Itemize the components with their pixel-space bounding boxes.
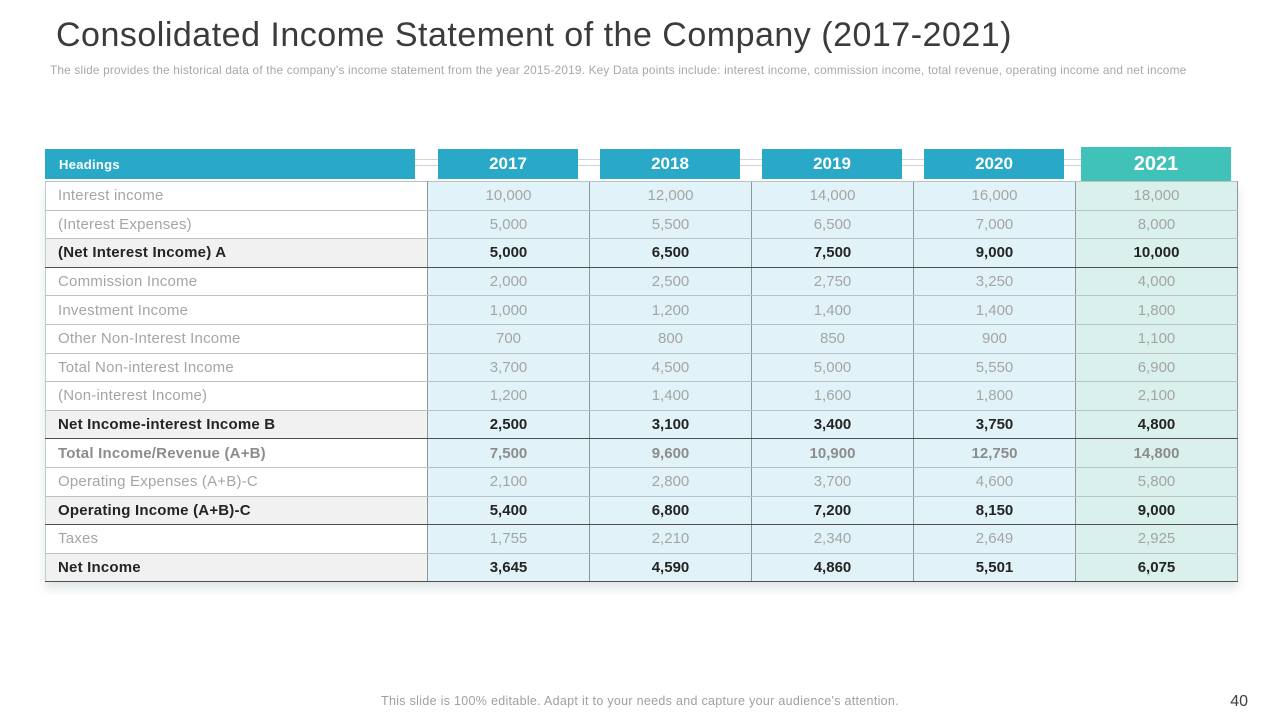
- cell-value: 7,200: [752, 496, 914, 525]
- cell-value: 16,000: [914, 182, 1076, 211]
- cell-value: 7,000: [914, 210, 1076, 239]
- year-header-2020: 2020: [924, 149, 1064, 179]
- table-row: [46, 553, 1238, 582]
- cell-value: 6,500: [752, 210, 914, 239]
- cell-value: 3,250: [914, 267, 1076, 296]
- cell-value: 4,590: [590, 553, 752, 582]
- cell-value: 5,501: [914, 553, 1076, 582]
- cell-value: 1,400: [752, 296, 914, 325]
- cell-value: 5,550: [914, 353, 1076, 382]
- row-label: Operating Expenses (A+B)-C: [46, 467, 428, 496]
- table-row: [46, 467, 1238, 496]
- cell-value: 4,800: [1076, 410, 1238, 439]
- cell-value: 2,100: [428, 467, 590, 496]
- table-row: [46, 182, 1238, 211]
- cell-value: 1,100: [1076, 324, 1238, 353]
- cell-value: 9,000: [914, 239, 1076, 268]
- cell-value: 1,200: [590, 296, 752, 325]
- cell-value: 9,600: [590, 439, 752, 468]
- cell-value: 3,400: [752, 410, 914, 439]
- cell-value: 5,000: [752, 353, 914, 382]
- cell-value: 6,800: [590, 496, 752, 525]
- cell-value: 2,649: [914, 525, 1076, 554]
- cell-value: 3,700: [428, 353, 590, 382]
- cell-value: 2,800: [590, 467, 752, 496]
- cell-value: 10,000: [1076, 239, 1238, 268]
- year-header-2021: 2021: [1081, 147, 1231, 181]
- cell-value: 900: [914, 324, 1076, 353]
- cell-value: 5,400: [428, 496, 590, 525]
- cell-value: 7,500: [428, 439, 590, 468]
- row-label: Other Non-Interest Income: [46, 324, 428, 353]
- cell-value: 850: [752, 324, 914, 353]
- cell-value: 1,400: [590, 382, 752, 411]
- cell-value: 14,000: [752, 182, 914, 211]
- cell-value: 3,100: [590, 410, 752, 439]
- row-label: Investment Income: [46, 296, 428, 325]
- cell-value: 10,000: [428, 182, 590, 211]
- table-row: [46, 324, 1238, 353]
- cell-value: 4,860: [752, 553, 914, 582]
- table-row: [46, 267, 1238, 296]
- cell-value: 2,925: [1076, 525, 1238, 554]
- cell-value: 1,400: [914, 296, 1076, 325]
- year-header-2017: 2017: [438, 149, 578, 179]
- cell-value: 4,500: [590, 353, 752, 382]
- table-row: [46, 496, 1238, 525]
- cell-value: 800: [590, 324, 752, 353]
- row-label: Total Income/Revenue (A+B): [46, 439, 428, 468]
- cell-value: 5,000: [428, 210, 590, 239]
- cell-value: 9,000: [1076, 496, 1238, 525]
- cell-value: 5,800: [1076, 467, 1238, 496]
- editable-note: This slide is 100% editable. Adapt it to your needs and capture your audience's attention.: [381, 694, 899, 708]
- slide-title: Consolidated Income Statement of the Company (2017-2021): [56, 16, 1012, 54]
- row-label: Net Income-interest Income B: [46, 410, 428, 439]
- cell-value: 1,200: [428, 382, 590, 411]
- cell-value: 3,700: [752, 467, 914, 496]
- row-label: Interest income: [46, 182, 428, 211]
- cell-value: 2,340: [752, 525, 914, 554]
- table-row: [46, 525, 1238, 554]
- cell-value: 8,000: [1076, 210, 1238, 239]
- table-row: [46, 296, 1238, 325]
- cell-value: 8,150: [914, 496, 1076, 525]
- page-number: 40: [1230, 693, 1248, 710]
- table-row: [46, 239, 1238, 268]
- cell-value: 1,800: [1076, 296, 1238, 325]
- cell-value: 2,100: [1076, 382, 1238, 411]
- slide-subtitle: The slide provides the historical data of the company's income statement from the year 2015-2019. Key Data points include: interest income, commission income, total revenue, operating income and net income: [50, 63, 1187, 77]
- table-row: [46, 382, 1238, 411]
- cell-value: 2,000: [428, 267, 590, 296]
- headings-corner-cell: Headings: [45, 149, 415, 179]
- cell-value: 3,750: [914, 410, 1076, 439]
- cell-value: 12,750: [914, 439, 1076, 468]
- year-header-2019: 2019: [762, 149, 902, 179]
- cell-value: 4,600: [914, 467, 1076, 496]
- table-row: [46, 210, 1238, 239]
- cell-value: 4,000: [1076, 267, 1238, 296]
- table-row: [46, 439, 1238, 468]
- row-label: Net Income: [46, 553, 428, 582]
- cell-value: 1,000: [428, 296, 590, 325]
- cell-value: 12,000: [590, 182, 752, 211]
- row-label: (Net Interest Income) A: [46, 239, 428, 268]
- cell-value: 2,750: [752, 267, 914, 296]
- table-row: [46, 410, 1238, 439]
- income-table-body: [46, 182, 1238, 582]
- table-header: [45, 147, 1237, 181]
- cell-value: 2,500: [590, 267, 752, 296]
- cell-value: 2,500: [428, 410, 590, 439]
- cell-value: 7,500: [752, 239, 914, 268]
- cell-value: 6,900: [1076, 353, 1238, 382]
- cell-value: 700: [428, 324, 590, 353]
- cell-value: 1,755: [428, 525, 590, 554]
- table-row: [46, 353, 1238, 382]
- cell-value: 14,800: [1076, 439, 1238, 468]
- row-label: (Non-interest Income): [46, 382, 428, 411]
- cell-value: 6,075: [1076, 553, 1238, 582]
- row-label: Taxes: [46, 525, 428, 554]
- cell-value: 1,600: [752, 382, 914, 411]
- cell-value: 2,210: [590, 525, 752, 554]
- cell-value: 18,000: [1076, 182, 1238, 211]
- row-label: (Interest Expenses): [46, 210, 428, 239]
- cell-value: 1,800: [914, 382, 1076, 411]
- cell-value: 5,500: [590, 210, 752, 239]
- row-label: Total Non-interest Income: [46, 353, 428, 382]
- cell-value: 6,500: [590, 239, 752, 268]
- row-label: Operating Income (A+B)-C: [46, 496, 428, 525]
- cell-value: 3,645: [428, 553, 590, 582]
- cell-value: 10,900: [752, 439, 914, 468]
- year-header-2018: 2018: [600, 149, 740, 179]
- income-statement-table: [45, 181, 1238, 582]
- row-label: Commission Income: [46, 267, 428, 296]
- cell-value: 5,000: [428, 239, 590, 268]
